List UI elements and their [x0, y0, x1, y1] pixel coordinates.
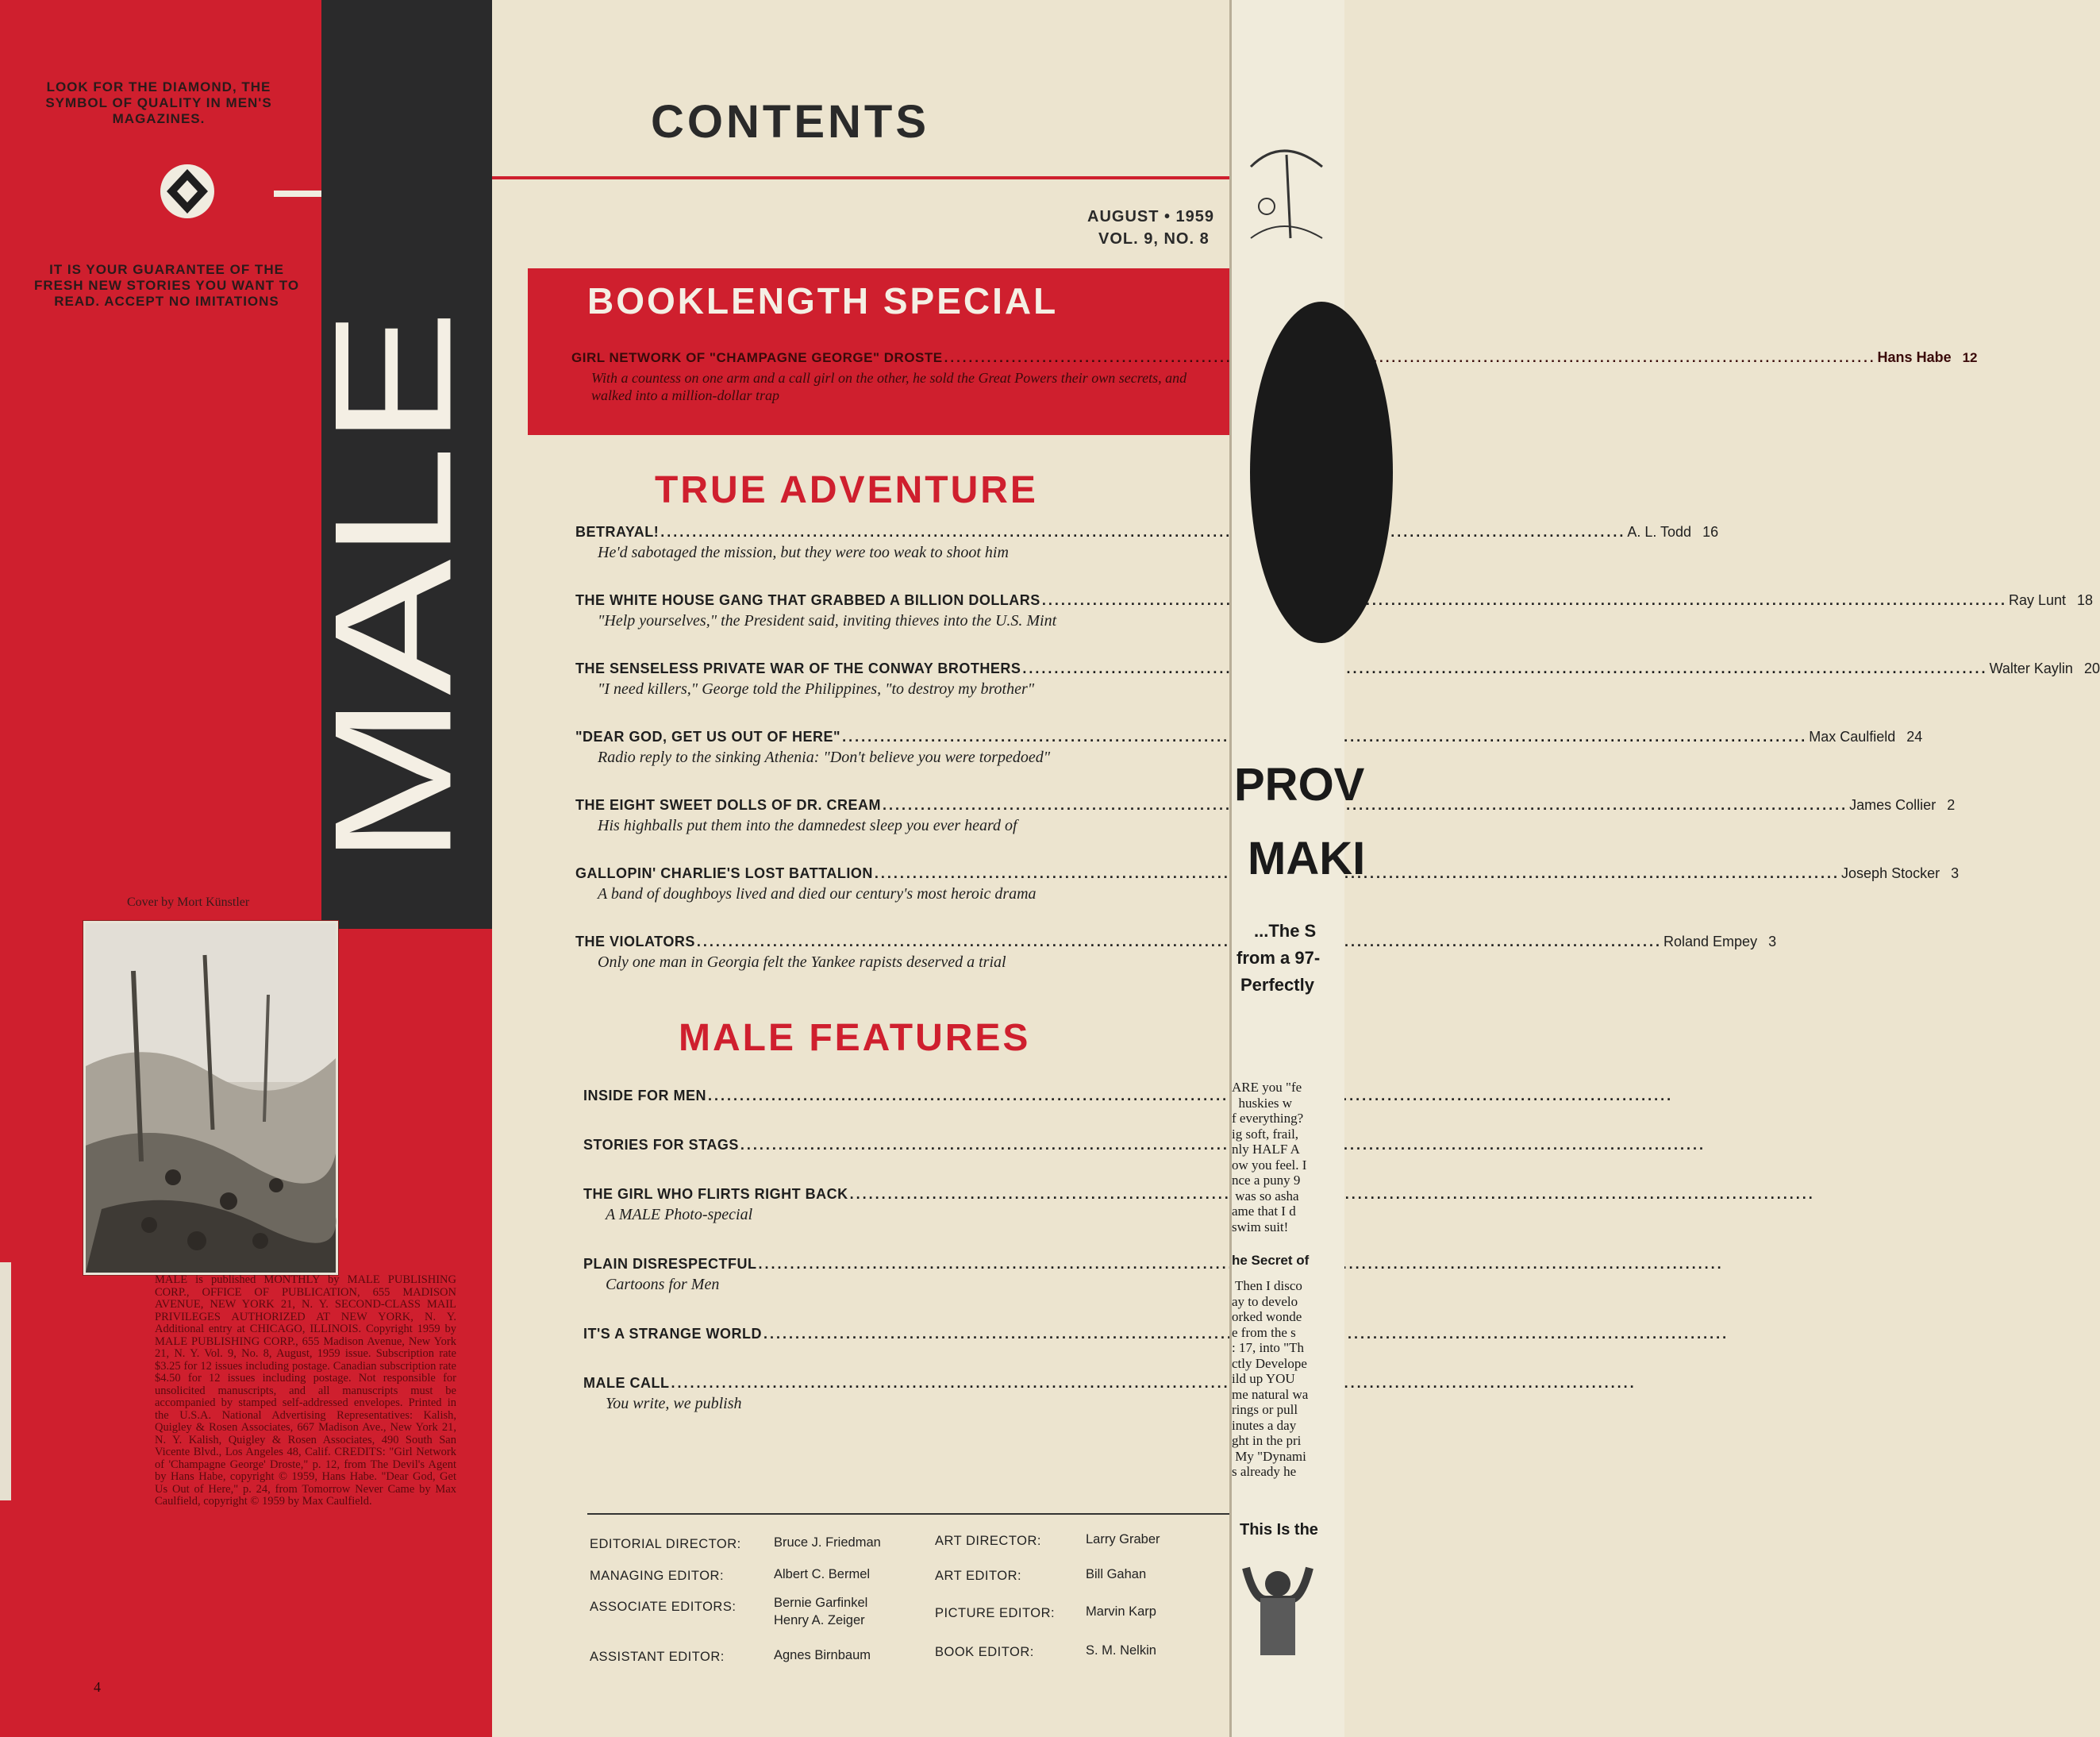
diamond-promo-text: LOOK FOR THE DIAMOND, THE SYMBOL OF QUALITY IN MEN'S MAGAZINES. [45, 79, 272, 126]
male-logo-text: MALE [299, 411, 487, 865]
entry-description: "I need killers," George told the Philippines, "to destroy my brother" [598, 680, 1035, 698]
feature-title: THE GIRL WHO FLIRTS RIGHT BACK [583, 1186, 848, 1202]
bodybuilder-photo [1238, 1552, 1317, 1655]
art-editor-name: Bill Gahan [1086, 1567, 1147, 1581]
ad-headline-1: PROV [1234, 759, 1365, 811]
entry-author: James Collier [1849, 797, 1937, 813]
book-editor-label: BOOK EDITOR: [935, 1645, 1034, 1659]
toc-entry [575, 865, 1960, 903]
feature-entry [583, 1375, 1218, 1413]
picture-editor-name: Marvin Karp [1086, 1604, 1156, 1619]
ad-body-text-2: Then I disco ay to develo orked wonde e from the s : 17, into "Th ctly Develope ild up YOU me natural wa rings or pull inutes a day ght in the pri My "Dynami s already he [1232, 1278, 1309, 1479]
feature-title: INSIDE FOR MEN [583, 1088, 707, 1103]
associate-editors-label: ASSOCIATE EDITORS: [590, 1600, 737, 1614]
entry-leader [1042, 592, 2007, 609]
feature-title: IT'S A STRANGE WORLD [583, 1326, 762, 1342]
page-title: CONTENTS [651, 96, 929, 148]
entry-page: 2 [1947, 797, 1956, 813]
issue-date: AUGUST • 1959 [1087, 208, 1215, 225]
entry-author: A. L. Todd [1627, 524, 1692, 540]
managing-editor-name: Albert C. Bermel [774, 1567, 871, 1581]
entry-description: "Help yourselves," the President said, inviting thieves into the U.S. Mint [598, 612, 1057, 630]
entry-author: Joseph Stocker [1841, 865, 1940, 881]
title-rule [492, 176, 1230, 179]
booklength-entry [571, 349, 1978, 366]
accent-bar [274, 191, 321, 197]
entry-title: "DEAR GOD, GET US OUT OF HERE" [575, 729, 841, 745]
feature-title: MALE CALL [583, 1375, 670, 1391]
feature-description: Cartoons for Men [606, 1276, 720, 1293]
entry-description: Radio reply to the sinking Athenia: "Don't believe you were torpedoed" [598, 749, 1051, 766]
staff-rule [587, 1513, 1230, 1515]
entry-description: A band of doughboys lived and died our century's most heroic drama [598, 885, 1037, 903]
ad-photo-silhouette [1250, 302, 1393, 643]
entry-page: 18 [2077, 592, 2094, 608]
dark-band-top [321, 0, 492, 194]
entry-title: THE EIGHT SWEET DOLLS OF DR. CREAM [575, 797, 881, 813]
entry-title: THE WHITE HOUSE GANG THAT GRABBED A BILLION DOLLARS [575, 592, 1040, 608]
booklength-heading: BOOKLENGTH SPECIAL [587, 280, 1059, 322]
toc-entry [575, 661, 2100, 699]
art-director-label: ART DIRECTOR: [935, 1534, 1041, 1548]
toc-entry [575, 524, 1719, 562]
booklength-description: With a countess on one arm and a call girl on the other, he sold the Great Powers their own secrets, and walked into a million-dollar trap [591, 370, 1187, 403]
entry-title: GALLOPIN' CHARLIE'S LOST BATTALION [575, 865, 873, 881]
feature-entry [583, 1088, 1218, 1104]
entry-page: 24 [1906, 729, 1923, 745]
cover-credit: Cover by Mort Künstler [127, 895, 250, 909]
feature-entry [583, 1137, 1218, 1154]
entry-author: Hans Habe [1877, 349, 1952, 365]
true-adventure-heading: TRUE ADVENTURE [655, 469, 1038, 511]
entry-leader [740, 1137, 1706, 1154]
ad-caption: This Is the [1240, 1521, 1318, 1539]
entry-title: GIRL NETWORK OF "CHAMPAGNE GEORGE" DROSTE [571, 350, 943, 365]
entry-author: Walter Kaylin [1989, 661, 2073, 676]
feature-description: You write, we publish [606, 1395, 742, 1412]
ad-subhead: he Secret of [1232, 1253, 1310, 1268]
assistant-editor-name: Agnes Birnbaum [774, 1648, 871, 1662]
feature-title: PLAIN DISRESPECTFUL [583, 1256, 757, 1272]
ad-body-text: ARE you "fe huskies w f everything? ig soft, frail, nly HALF A ow you feel. I nce a puny 9 was so asha ame that I d swim suit! [1232, 1080, 1307, 1234]
feature-description: A MALE Photo-special [606, 1206, 753, 1223]
ad-tagline-2: from a 97- [1237, 948, 1321, 968]
entry-leader [660, 524, 1625, 541]
cover-illustration [83, 921, 338, 1275]
entry-leader [883, 797, 1848, 814]
adjacent-page-edge [0, 1262, 11, 1500]
entry-author: Max Caulfield [1809, 729, 1896, 745]
toc-entry [575, 729, 1923, 767]
art-director-name: Larry Graber [1086, 1532, 1160, 1546]
issue-volume: VOL. 9, NO. 8 [1098, 230, 1210, 248]
art-editor-label: ART EDITOR: [935, 1569, 1022, 1583]
feature-entry [583, 1186, 1218, 1224]
ad-tagline-1: ...The S [1254, 921, 1317, 941]
feature-title: STORIES FOR STAGS [583, 1137, 739, 1153]
ad-headline-2: MAKI [1248, 833, 1366, 884]
beach-illustration [1235, 135, 1346, 246]
feature-entry [583, 1326, 1218, 1342]
book-editor-name: S. M. Nelkin [1086, 1643, 1156, 1658]
male-logo [299, 302, 487, 873]
entry-leader [671, 1375, 1636, 1392]
entry-leader [708, 1088, 1673, 1104]
entry-page: 3 [1951, 865, 1960, 881]
entry-author: Roland Empey [1663, 934, 1758, 949]
editorial-director-label: EDITORIAL DIRECTOR: [590, 1537, 741, 1551]
male-features-heading: MALE FEATURES [679, 1017, 1031, 1059]
associate-editor-1: Bernie Garfinkel [774, 1596, 868, 1610]
diamond-icon [159, 163, 216, 220]
page-number: 4 [94, 1679, 101, 1695]
entry-description: He'd sabotaged the mission, but they were too weak to shoot him [598, 544, 1009, 561]
guarantee-text: IT IS YOUR GUARANTEE OF THE FRESH NEW STORIES YOU WANT TO READ. ACCEPT NO IMITATIONS [33, 262, 300, 309]
entry-leader [944, 350, 1876, 366]
entry-page: 3 [1768, 934, 1777, 949]
editorial-director-name: Bruce J. Friedman [774, 1535, 881, 1550]
assistant-editor-label: ASSISTANT EDITOR: [590, 1650, 725, 1664]
entry-description: Only one man in Georgia felt the Yankee rapists deserved a trial [598, 953, 1006, 971]
entry-title: BETRAYAL! [575, 524, 660, 540]
managing-editor-label: MANAGING EDITOR: [590, 1569, 725, 1583]
entry-page: 16 [1702, 524, 1719, 540]
publication-info: MALE is published MONTHLY by MALE PUBLISHING CORP., OFFICE OF PUBLICATION, 655 MADISON AVENUE, NEW YORK 21, N. Y. SECOND-CLASS MAIL PRIVILEGES AUTHORIZED AT NEW YORK, N. Y. Additional entry at CHICAGO, ILLINOIS. Copyright 1959 by MALE PUBLISHING CORP., 655 Madison Avenue, New York 21, N. Y. Vol. 9, No. 8, August, 1959 issue. Subscription rate $3.25 for 12 issues including postage. Canadian subscription rate $4.50 for 12 issues including postage. Not responsible for unsolicited manuscripts, and all manuscripts must be accompanied by stamped self-addressed envelopes. Printed in the U.S.A. National Advertising Representatives: Kalish, Quigley & Rosen Associates, 667 Madison Ave., New York 21, N. Y. Kalish, Quigley & Rosen Associates, 490 South San Vicente Blvd., Los Angeles 48, Calif. CREDITS: "Girl Network of 'Champagne George' Droste," p. 12, from The Devil's Agent by Hans Habe, copyright © 1959, Hans Habe. "Dear God, Get Us Out of Here," p. 24, from Tomorrow Never Came by Max Caulfield, copyright © 1959 by Max Caulfield. [155, 1273, 456, 1508]
entry-leader [697, 934, 1662, 950]
entry-page: 12 [1962, 350, 1978, 365]
associate-editor-2: Henry A. Zeiger [774, 1613, 865, 1627]
feature-entry [583, 1256, 1218, 1294]
entry-author: Ray Lunt [2008, 592, 2067, 608]
entry-title: THE VIOLATORS [575, 934, 695, 949]
ad-tagline-3: Perfectly [1240, 975, 1314, 995]
toc-entry [575, 797, 1956, 835]
entry-page: 20 [2083, 661, 2100, 676]
entry-title: THE SENSELESS PRIVATE WAR OF THE CONWAY BROTHERS [575, 661, 1021, 676]
entry-description: His highballs put them into the damnedest sleep you ever heard of [598, 817, 1017, 834]
picture-editor-label: PICTURE EDITOR: [935, 1606, 1056, 1620]
entry-leader [1022, 661, 1987, 677]
toc-entry [575, 592, 2094, 630]
